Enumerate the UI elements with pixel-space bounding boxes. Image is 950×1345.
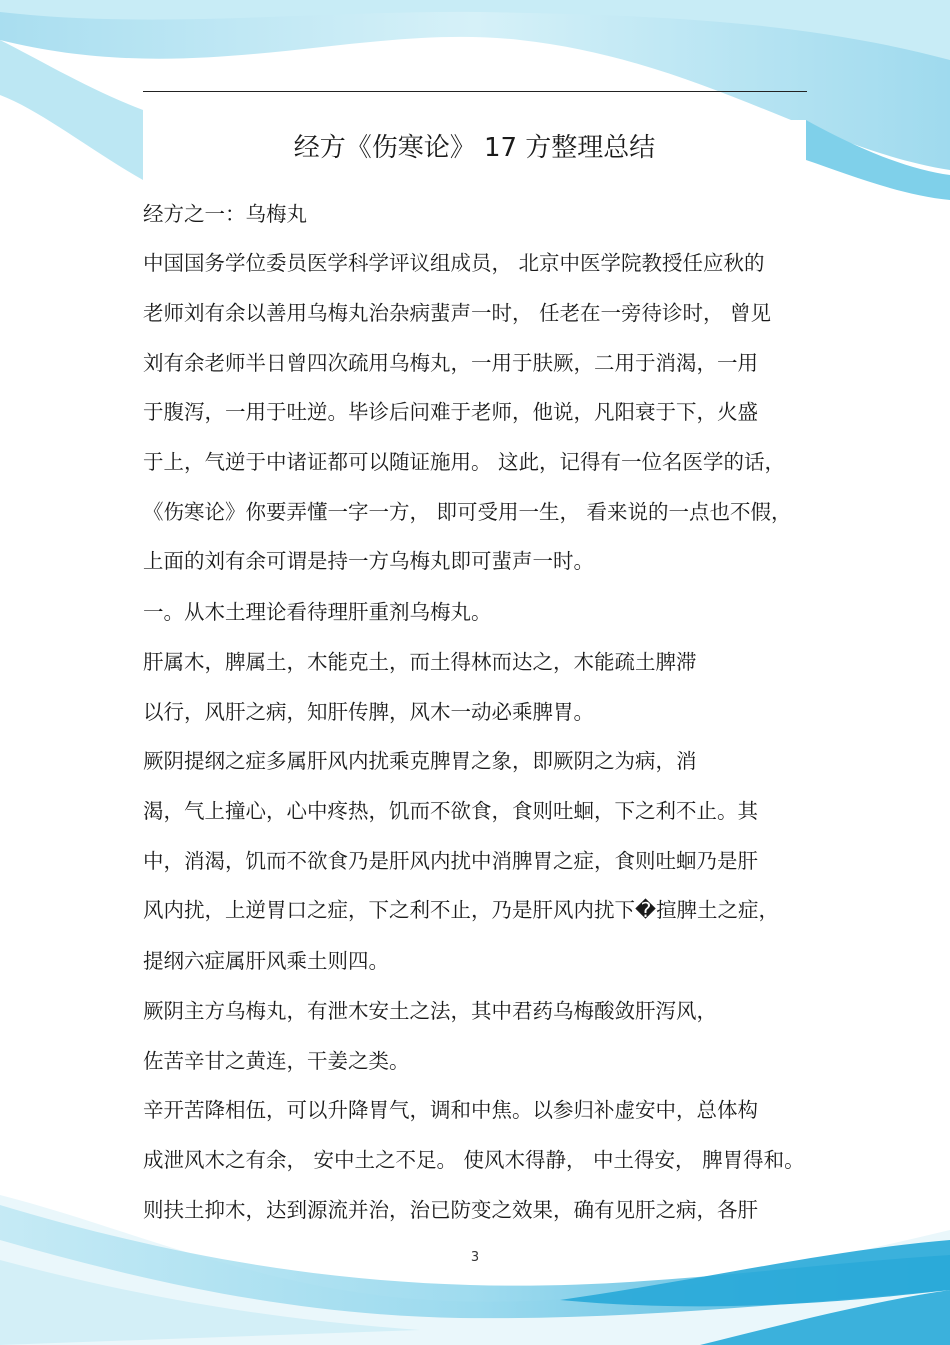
paragraph-line: 佐苦辛甘之黄连，干姜之类。 — [143, 1049, 410, 1073]
document-title: 经方《伤寒论》 17 方整理总结 — [293, 133, 656, 163]
paragraph-line: 老师刘有余以善用乌梅丸治杂病蜚声一时， 任老在一旁待诊时， 曾见 — [143, 301, 772, 325]
paragraph-line: 中，消渴，饥而不欲食乃是肝风内扰中消脾胃之症，食则吐蛔乃是肝 — [143, 849, 758, 873]
paragraph-line: 风内扰，上逆胃口之症，下之利不止，乃是肝风内扰下�揎脾土之症， — [143, 898, 780, 922]
paragraph-line: 《伤寒论》你要弄懂一字一方， 即可受用一生， 看来说的一点也不假， — [143, 500, 792, 524]
paragraph-line: 于上，气逆于中诸证都可以随证施用。 这此，记得有一位名医学的话， — [143, 450, 786, 474]
page-number: 3 — [470, 1250, 480, 1265]
paragraph-line: 渴，气上撞心，心中疼热，饥而不欲食，食则吐蛔，下之利不止。其 — [143, 799, 758, 823]
paragraph-line: 提纲六症属肝风乘土则四。 — [143, 949, 389, 973]
paragraph-line: 以行，风肝之病，知肝传脾，风木一动必乘脾胃。 — [143, 700, 594, 724]
paragraph-line: 厥阴主方乌梅丸，有泄木安土之法，其中君药乌梅酸敛肝泻风， — [143, 999, 717, 1023]
paragraph-line: 辛开苦降相伍，可以升降胃气，调和中焦。以参归补虚安中，总体构 — [143, 1098, 758, 1122]
paragraph-line: 肝属木，脾属土，木能克土，而土得林而达之，木能疏土脾滞 — [143, 650, 697, 674]
subsection-heading: 一。从木土理论看待理肝重剂乌梅丸。 — [143, 600, 492, 624]
paragraph-line: 则扶土抑木，达到源流并治，治已防变之效果，确有见肝之病，各肝 — [143, 1198, 758, 1222]
paragraph-line: 刘有余老师半日曾四次疏用乌梅丸，一用于肤厥，二用于消渴，一用 — [143, 351, 758, 375]
paragraph-line: 于腹泻，一用于吐逆。毕诊后问难于老师，他说，凡阳衰于下，火盛 — [143, 400, 758, 424]
section-heading: 经方之一：乌梅丸 — [143, 202, 307, 226]
paragraph-line: 成泄风木之有余， 安中土之不足。 使风木得静， 中土得安， 脾胃得和。 — [143, 1148, 805, 1172]
paragraph-line: 厥阴提纲之症多属肝风内扰乘克脾胃之象，即厥阴之为病，消 — [143, 749, 697, 773]
paragraph-line: 中国国务学位委员医学科学评议组成员， 北京中医学院教授任应秋的 — [143, 251, 765, 275]
paragraph-line: 上面的刘有余可谓是持一方乌梅丸即可蜚声一时。 — [143, 549, 594, 573]
